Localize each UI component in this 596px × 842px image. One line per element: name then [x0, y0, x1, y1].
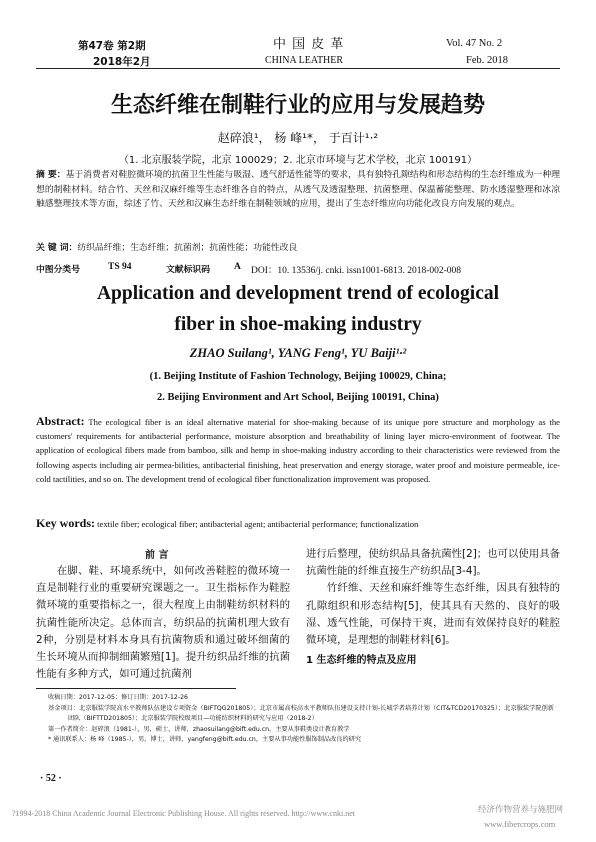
keywords-en-text: textile fiber; ecological fiber; antibacterial agent; antibacterial performance; functionalization [97, 519, 419, 529]
paper-title-cn: 生态纤维在制鞋行业的应用与发展趋势 [110, 93, 485, 118]
header-rule [36, 68, 560, 69]
header-journal-cn: 中 国 皮 革 [273, 37, 345, 52]
watermark-url: www.fibercrops.com [484, 819, 556, 829]
keywords-en-label: Key words: [36, 516, 95, 530]
copyright-line: ?1994-2018 China Academic Journal Electronic Publishing House. All rights reserved. http://www.cnki.net [12, 809, 355, 818]
keywords-cn-label: 关 键 词： [36, 243, 78, 253]
affiliation-en-line1: (1. Beijing Institute of Fashion Technology, Beijing 100029, China; [149, 371, 447, 382]
footnote-rule [36, 688, 236, 689]
footnote-received: 收稿日期：2017-12-05；修订日期：2017-12-26 [48, 694, 188, 701]
paper-title-en-line1: Application and development trend of ecological [96, 283, 500, 304]
authors-en: ZHAO Suilang¹, YANG Feng¹, YU Baiji¹·² [189, 346, 407, 360]
watermark-cn: 经济作物营养与施肥网 [478, 805, 564, 815]
keywords-cn-text: 纺织品纤维；生态纤维；抗菌剂；抗菌性能；功能性改良 [77, 243, 298, 253]
section-1-heading: 1 生态纤维的特点及应用 [306, 655, 417, 666]
abstract-cn-text: 基于消费者对鞋腔微环境的抗菌卫生性能与吸湿、透气舒适性能等的要求，具有独特孔隙结构和形态结构的生态纤维成为一种理想的制鞋材料。结合竹、天丝和汉麻纤维等生态纤维各自的特点，从透气及透湿整理、抗菌整理、保温蓄能整理、防水透湿整理和冰凉触感整理技术等方面，综述了竹、天丝和汉麻生态纤维在制鞋领域的应用，提出了生态纤维应向功能化改良方向发展的观点。 [36, 170, 560, 210]
body-left-column: 在脚、鞋、环境系统中，如何改善鞋腔的微环境一直是制鞋行业的重要研究课题之一。卫生指标作为鞋腔微环境的重要指标之一，很大程度上由制鞋纺织材料的抗菌性能所决定。总体而言，纺织品的抗菌机理大致有2种，分别是材料本身具有抗菌物质和通过破坏细菌的生长环境从而抑制细菌繁殖[1]。提升纺织品纤维的抗菌性能有多种方式，如可通过抗菌剂 [36, 565, 290, 681]
abstract-en-text: The ecological fiber is an ideal alternative material for shoe-making because of its unique pore structure and morphology as the customers' requirements for antibacterial performance, moisture absorption and breathability of lining layer micro-environment of footwear. The application of ecological fibers made from bamboo, silk and hemp in shoe-making industry according to their characteristics were reviewed from the following aspects including air permea-bilities, antibacterial finishing, heat preservation and energy storage, water proof and moisture permeable, ice-cold tactilities, and so on. The development trend of ecological fiber functionalization improvement was proposed. [36, 417, 560, 484]
header-journal-en: CHINA LEATHER [265, 55, 344, 66]
footnotes [48, 693, 554, 746]
affiliation-cn: （1. 北京服装学院，北京 100029；2. 北京市环境与艺术学校，北京 100191） [118, 155, 478, 166]
abstract-cn-label: 摘 要： [36, 170, 66, 180]
doc-code-label: 文献标识码 [166, 265, 210, 275]
footnote-author2: * 通讯联系人：杨 峰（1985-），男，博士，讲师，yangfeng@bift.edu.cn，主要从事功能性服饰制品改良的研究 [48, 736, 362, 744]
doi: DOI：10. 13536/j. cnki. issn1001-6813. 2018-002-008 [251, 266, 462, 276]
body-right-para-1: 进行后整理，使纺织品具备抗菌性[2]；也可以使用具备抗菌性能的纤维直接生产纺织品[3-4]。 [306, 548, 560, 578]
header-date-en: Feb. 2018 [466, 55, 508, 66]
header-volume-cn: 第47卷 第2期 [78, 40, 146, 52]
authors-cn: 赵碎浪¹， 杨 峰¹*， 于百计¹·² [217, 131, 379, 145]
clc-value: TS 94 [108, 262, 132, 272]
abstract-en-label: Abstract: [36, 414, 85, 428]
footnote-author1: 第一作者简介：赵碎浪（1981-），男，硕士，讲师，zhaosuilang@bift.edu.cn，主要从事鞋类设计教育教学 [48, 725, 350, 733]
preface-heading: 前 言 [145, 550, 169, 561]
header-volume-en: Vol. 47 No. 2 [446, 38, 503, 49]
doc-code-value: A [234, 262, 241, 272]
footnote-fund: 基金项目：北京服装学院高水平教师队伍建设专项资金（BIFTQG201805）；北京市属高校高水平教师队伍建设支持计划-长城学者培养计划（CIT&TCD20170325）；北京服装学院创新团队（BIFTTD201805）；北京服装学院校级项目—功能纺织材料的研究与应用（2018-2） [48, 704, 554, 723]
body-right-column [306, 546, 560, 649]
keywords-en [36, 516, 560, 532]
page-number: · 52 · [40, 773, 62, 784]
keywords-cn [36, 241, 560, 256]
body-right-para-2: 竹纤维、天丝和麻纤维等生态纤维，因具有独特的孔隙组织和形态结构[5]，使其具有天然的、良好的吸湿、透气性能，可保持干爽，进而有效保持良好的鞋腔微环境，是理想的制鞋材料[6]。 [306, 582, 560, 647]
abstract-en [36, 414, 560, 486]
header-date-cn: 2018年2月 [93, 56, 151, 68]
abstract-cn [36, 168, 560, 212]
clc-label: 中图分类号 [36, 265, 80, 275]
affiliation-en-line2: 2. Beijing Environment and Art School, Beijing 100191, China) [157, 392, 439, 403]
paper-title-en-line2: fiber in shoe-making industry [174, 314, 422, 335]
